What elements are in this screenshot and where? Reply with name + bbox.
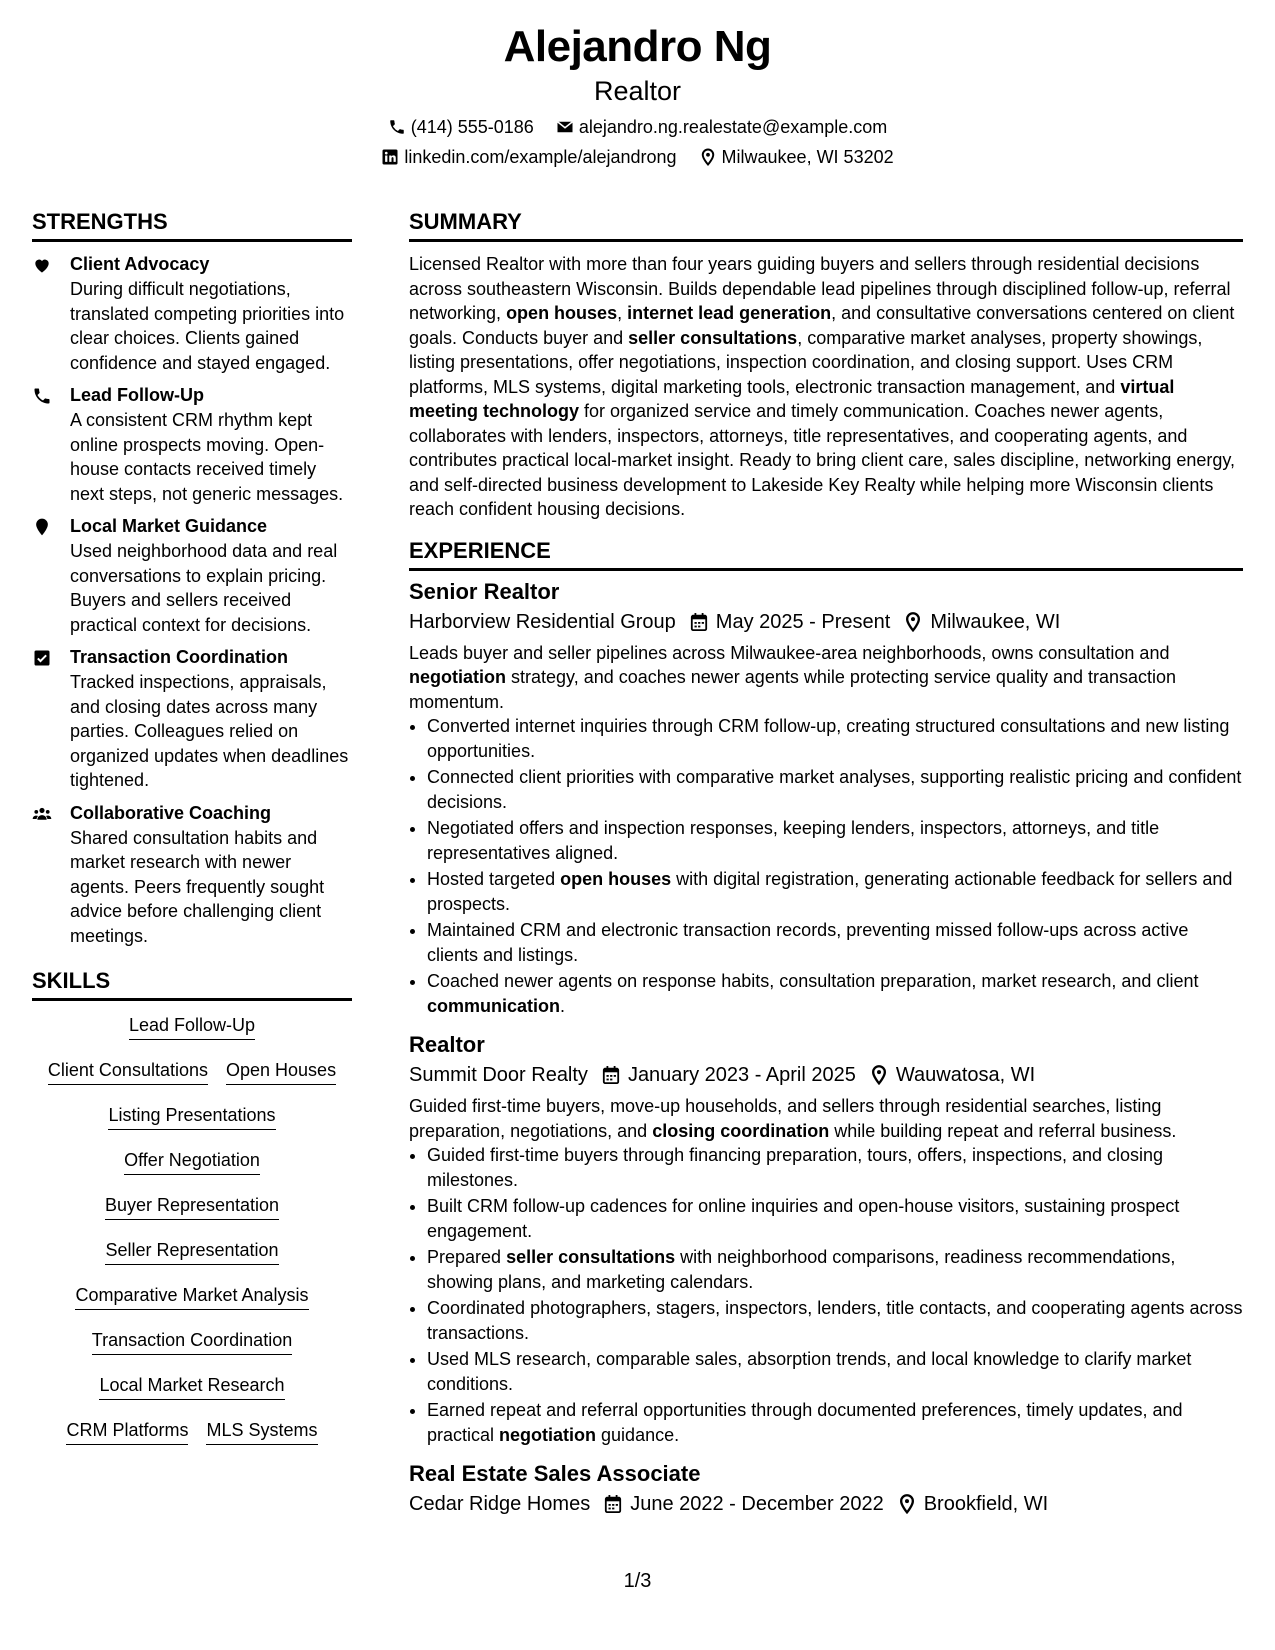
map-pin-icon: [898, 1494, 916, 1514]
skill-tag: Local Market Research: [99, 1373, 284, 1400]
job-title: Real Estate Sales Associate: [409, 1461, 701, 1486]
skill-tag: Buyer Representation: [105, 1193, 279, 1220]
job-dates-text: June 2022 - December 2022: [630, 1493, 884, 1515]
job-company: Summit Door Realty: [409, 1064, 588, 1086]
strength-item: [32, 514, 352, 637]
job-meta: [409, 1060, 1243, 1090]
job-dates-text: May 2025 - Present: [715, 610, 891, 633]
strength-description: During difficult negotiations, translated competing priorities into clear choices. Clients gained confidence and stayed engaged.: [70, 279, 345, 373]
skill-tag: Lead Follow-Up: [129, 1013, 255, 1040]
skills-row: [32, 1148, 352, 1193]
emphasis-text: seller consultations: [628, 327, 798, 348]
job-company: Harborview Residential Group: [409, 610, 676, 633]
job-entry: [409, 1459, 1243, 1519]
heart-icon: [32, 252, 70, 375]
skill-tag: Listing Presentations: [108, 1103, 275, 1130]
users-icon: [32, 801, 70, 949]
calendar-icon: [604, 1494, 622, 1514]
skill-tag: Comparative Market Analysis: [75, 1283, 308, 1310]
job-bullet: • Built CRM follow-up cadences for online inquiries and open-house visitors, sustaining prospect engagement.: [427, 1194, 1243, 1243]
job-dates: [602, 1060, 856, 1090]
strength-item: [32, 801, 352, 949]
job-summary: Guided first-time buyers, move-up households, and sellers through residential searches, listing preparation, negotiations, and closing coordination while building repeat and referral business.: [409, 1096, 1177, 1141]
skills-row: [32, 1328, 352, 1373]
skill-tag: MLS Systems: [206, 1418, 317, 1445]
job-location-text: Brookfield, WI: [923, 1493, 1049, 1515]
job-bullet: • Maintained CRM and electronic transaction records, preventing missed follow-ups across active clients and listings.: [427, 918, 1243, 967]
strength-title: Transaction Coordination: [70, 647, 289, 667]
skills-row: [32, 1103, 352, 1148]
emphasis-text: open houses: [560, 869, 672, 889]
skills-row: [32, 1193, 352, 1238]
summary-text: Licensed Realtor with more than four years guiding buyers and sellers through residential decisions across southeastern Wisconsin. Builds dependable lead pipelines through disciplined follow-up, referral networking, open houses, internet lead generation, and consultative conversations centered on client goals. Conducts buyer and seller consultations, comparative market analyses, property showings, listing presentations, offer negotiations, inspection coordination, and closing support. Uses CRM platforms, MLS systems, digital marketing tools, electronic transaction management, and virtual meeting technology for organized service and timely communication. Coaches newer agents, collaborates with lenders, inspectors, attorneys, title representatives, and cooperating agents, and contributes practical local-market insight. Ready to bring client care, sales discipline, networking energy, and self-directed business development to Lakeside Key Realty while helping more Wisconsin clients reach confident housing decisions.: [409, 254, 1236, 519]
contact-row-2: [0, 144, 1275, 170]
skills-row: [32, 1373, 352, 1418]
strength-description: A consistent CRM rhythm kept online prospects moving. Open-house contacts received timely next steps, not generic messages.: [70, 410, 344, 504]
job-bullet: • Used MLS research, comparable sales, absorption trends, and local knowledge to clarify market conditions.: [427, 1347, 1243, 1396]
job-bullet: • Connected client priorities with comparative market analyses, supporting realistic pricing and confident decisions.: [427, 765, 1243, 814]
skill-tag: Offer Negotiation: [124, 1148, 260, 1175]
strength-title: Lead Follow-Up: [70, 385, 204, 405]
map-pin-icon: [870, 1065, 888, 1085]
email-contact[interactable]: [556, 114, 887, 140]
linkedin-icon: [381, 148, 399, 166]
job-location: [898, 1489, 1048, 1519]
phone-contact: [388, 114, 534, 140]
map-pin-icon: [699, 148, 717, 166]
strength-description: Shared consultation habits and market research with newer agents. Peers frequently sought advice before challenging client meetings.: [70, 827, 325, 946]
strength-description: Used neighborhood data and real conversations to explain pricing. Buyers and sellers received practical context for decisions.: [70, 541, 338, 635]
skills-row: [32, 1418, 352, 1463]
job-summary: Leads buyer and seller pipelines across Milwaukee-area neighborhoods, owns consultation and negotiation strategy, and coaches newer agents while protecting service quality and transaction momentum.: [409, 642, 1177, 712]
job-title: Realtor: [409, 1032, 485, 1057]
phone-text: (414) 555-0186: [410, 117, 534, 137]
strength-item: [32, 645, 352, 793]
job-bullet: • Hosted targeted open houses with digital registration, generating actionable feedback for sellers and prospects.: [427, 867, 1243, 916]
strengths-list: [32, 252, 352, 948]
skills-row: [32, 1283, 352, 1328]
skills-row: [32, 1058, 352, 1103]
linkedin-text[interactable]: linkedin.com/example/alejandrong: [404, 147, 677, 167]
job-location-text: Milwaukee, WI: [930, 610, 1061, 633]
job-location: [904, 607, 1060, 637]
job-dates: [690, 607, 891, 637]
emphasis-text: negotiation: [409, 667, 506, 687]
email-text[interactable]: alejandro.ng.realestate@example.com: [578, 117, 888, 137]
skill-tag: Transaction Coordination: [92, 1328, 292, 1355]
phone-icon: [32, 383, 70, 506]
skill-tag: Seller Representation: [105, 1238, 278, 1265]
strength-item: [32, 383, 352, 506]
job-bullets: [409, 714, 1243, 1018]
candidate-name: Alejandro Ng: [503, 22, 772, 71]
skills-row: [32, 1238, 352, 1283]
emphasis-text: negotiation: [499, 1424, 597, 1445]
emphasis-text: virtual meeting technology: [409, 376, 1175, 421]
emphasis-text: seller consultations: [506, 1247, 676, 1267]
strength-title: Client Advocacy: [70, 254, 210, 274]
strength-item: [32, 252, 352, 375]
strength-description: Tracked inspections, appraisals, and closing dates across many parties. Colleagues relied on organized updates when deadlines tightened.: [70, 672, 349, 790]
candidate-role: Realtor: [593, 76, 682, 106]
jobs-list: [409, 577, 1243, 1520]
skill-tag: Open Houses: [226, 1058, 336, 1085]
job-bullet: • Coordinated photographers, stagers, inspectors, lenders, title contacts, and cooperating agents across transactions.: [427, 1296, 1243, 1345]
resume-header: [0, 20, 1275, 170]
contact-row-1: [0, 114, 1275, 140]
location-contact: [699, 144, 894, 170]
job-dates-text: January 2023 - April 2025: [627, 1064, 856, 1086]
job-bullet: • Converted internet inquiries through CRM follow-up, creating structured consultations and new listing opportunities.: [427, 714, 1243, 763]
emphasis-text: open houses: [506, 303, 618, 323]
skills-list: [32, 1011, 352, 1463]
job-entry: [409, 1030, 1243, 1447]
job-bullet: • Prepared seller consultations with neighborhood comparisons, readiness recommendations, showing plans, and marketing calendars.: [427, 1245, 1243, 1294]
job-entry: [409, 577, 1243, 1019]
strength-title: Local Market Guidance: [70, 516, 268, 536]
experience-heading: EXPERIENCE: [409, 536, 1243, 571]
calendar-icon: [602, 1065, 620, 1085]
strengths-heading: STRENGTHS: [32, 207, 352, 242]
skills-heading: SKILLS: [32, 966, 352, 1001]
emphasis-text: closing coordination: [652, 1120, 830, 1141]
job-meta: [409, 1489, 1243, 1519]
job-bullet: • Negotiated offers and inspection responses, keeping lenders, inspectors, attorneys, and title representatives aligned.: [427, 816, 1243, 865]
phone-icon: [388, 118, 406, 136]
map-pin-icon: [32, 514, 70, 637]
job-bullet: • Guided first-time buyers through financing preparation, tours, offers, inspections, and closing milestones.: [427, 1143, 1243, 1192]
job-bullet: • Earned repeat and referral opportunities through documented preferences, timely updates, and practical negotiation guidance.: [427, 1398, 1243, 1447]
emphasis-text: internet lead generation: [627, 303, 832, 323]
emphasis-text: communication: [427, 995, 561, 1016]
location-text: Milwaukee, WI 53202: [721, 147, 894, 167]
skills-row: [32, 1013, 352, 1058]
job-company: Cedar Ridge Homes: [409, 1493, 591, 1515]
right-column: [409, 207, 1243, 1523]
summary-heading: SUMMARY: [409, 207, 1243, 242]
page-number: 1/3: [623, 1570, 652, 1592]
left-column: [32, 207, 352, 1463]
job-title: Senior Realtor: [409, 578, 560, 604]
job-meta: [409, 607, 1243, 637]
job-location: [870, 1060, 1035, 1090]
envelope-icon: [556, 118, 574, 136]
job-location-text: Wauwatosa, WI: [895, 1064, 1036, 1086]
job-bullets: [409, 1143, 1243, 1447]
calendar-icon: [690, 612, 708, 632]
linkedin-contact[interactable]: [381, 144, 676, 170]
map-pin-icon: [904, 612, 922, 632]
strength-title: Collaborative Coaching: [70, 802, 272, 823]
job-dates: [604, 1489, 884, 1519]
skill-tag: CRM Platforms: [66, 1418, 188, 1445]
job-bullet: • Coached newer agents on response habits, consultation preparation, market research, and client communication.: [427, 969, 1243, 1018]
checkbox-icon: [32, 645, 70, 793]
skill-tag: Client Consultations: [48, 1058, 208, 1085]
